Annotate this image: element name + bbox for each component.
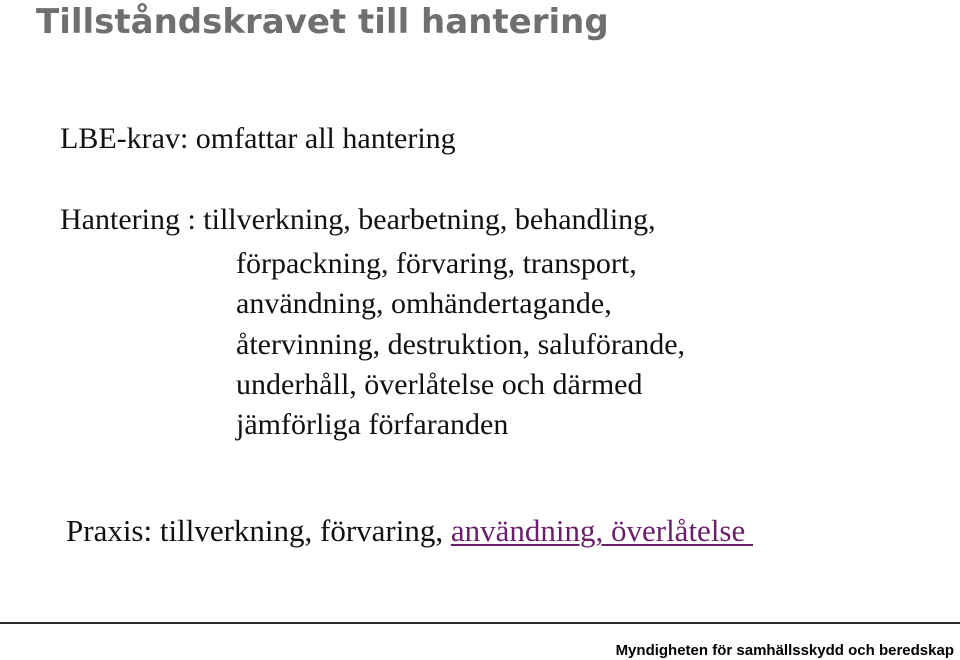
footer-divider <box>0 622 960 624</box>
praxis-line <box>66 515 753 546</box>
hantering-continuation-line: jämförliga förfaranden <box>236 408 509 441</box>
praxis-hyperlink[interactable]: användning, överlåtelse <box>450 513 754 548</box>
hantering-continuation-line: användning, omhändertagande, <box>236 287 612 320</box>
slide-title: Tillståndskravet till hantering <box>36 2 609 42</box>
hantering-continuation-line: underhåll, överlåtelse och därmed <box>236 368 643 401</box>
hantering-definition-line: Hantering : tillverkning, bearbetning, behandling, <box>60 203 656 236</box>
praxis-prefix: Praxis: tillverkning, förvaring, <box>66 513 451 548</box>
hantering-continuation-line: förpackning, förvaring, transport, <box>236 247 637 280</box>
hantering-continuation-line: återvinning, destruktion, saluförande, <box>236 328 686 361</box>
footer-organization-name: Myndigheten för samhällsskydd och beredskap <box>615 642 954 659</box>
lbe-requirement-line: LBE-krav: omfattar all hantering <box>60 122 456 155</box>
